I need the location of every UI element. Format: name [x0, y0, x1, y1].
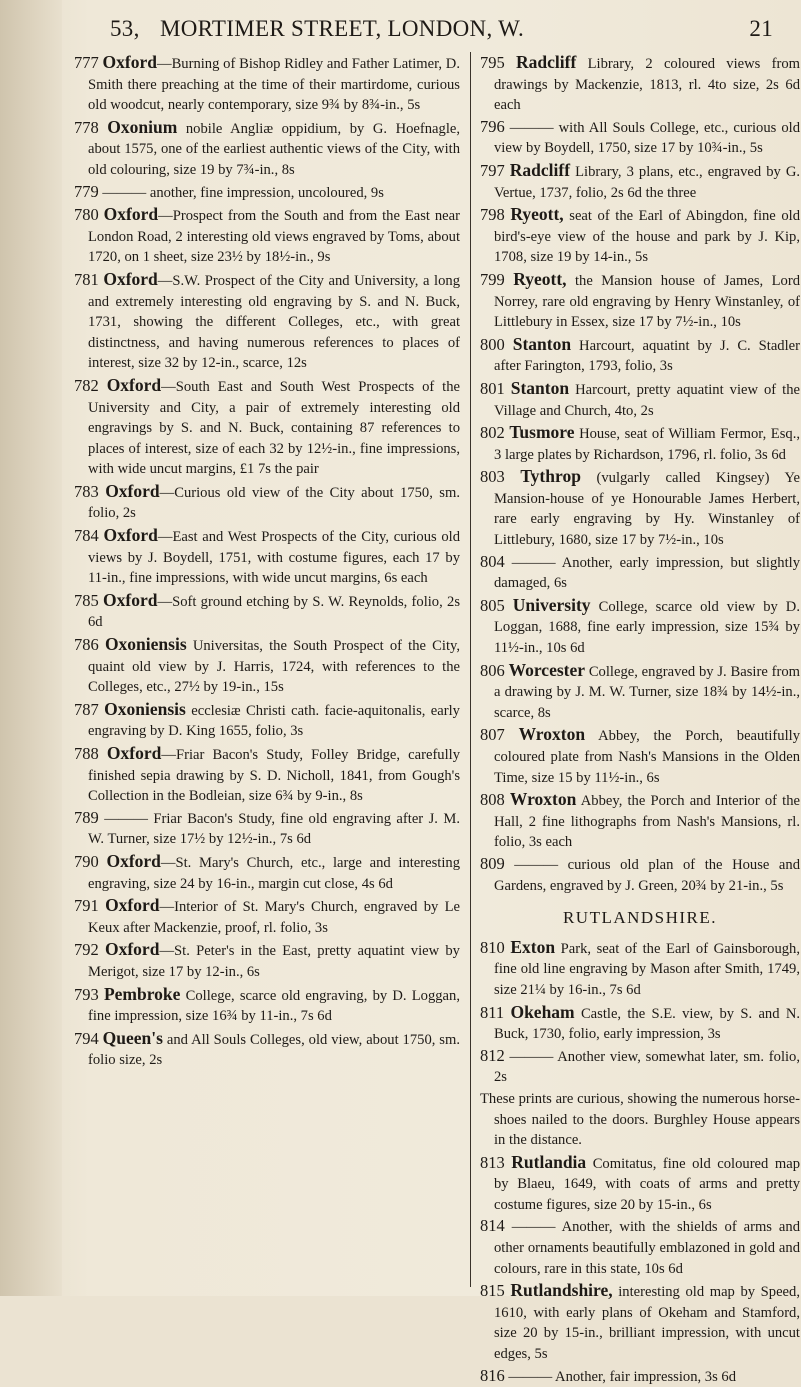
- catalogue-entry: [480, 378, 800, 421]
- entry-number: 788: [74, 744, 99, 763]
- entry-description: College, scarce old engraving, by D. Loggan, fine impression, size 16¾ by 11-in., 7s 6d: [88, 987, 460, 1025]
- catalogue-entry: [480, 724, 800, 788]
- entry-number: 810: [480, 937, 505, 957]
- entry-number: 781: [74, 269, 99, 289]
- page-header: [110, 14, 781, 46]
- entry-heading: Oxford: [106, 374, 162, 395]
- page-title: MORTIMER STREET, LONDON, W.: [160, 16, 525, 41]
- entry-description: ——— curious old plan of the House and Gardens, engraved by J. Green, 20¾ by 21-in., 5s: [494, 856, 800, 894]
- entry-number: 812: [480, 1045, 505, 1065]
- entry-number: 800: [480, 334, 505, 354]
- entry-number: 791: [74, 896, 99, 916]
- entry-number: 782: [74, 375, 99, 395]
- entry-number: 797: [480, 160, 505, 180]
- entry-number: 806: [480, 660, 505, 680]
- entry-description: Comitatus, fine old coloured map by Blaeu, 1649, with coats of arms and pretty costume figures, size 20 by 15-in., 6s: [494, 1155, 800, 1213]
- entry-heading: Wroxton: [509, 789, 577, 810]
- catalogue-entry: [480, 466, 800, 550]
- entry-description: ——— Another, with the shields of arms and other ornaments beautifully emblazoned in gold and colours, rare in this state, 10s 6d: [494, 1219, 800, 1277]
- rutlandshire-entries: [480, 937, 800, 1387]
- entry-description: seat of the Earl of Abingdon, fine old bird's-eye view of the house and park by J. Kip, 1708, size 19 by 14-in., 5s: [494, 208, 801, 266]
- entry-heading: Wroxton: [518, 724, 586, 745]
- entry-heading: Oxford: [103, 268, 158, 289]
- entry-number: 804: [480, 551, 505, 571]
- entry-heading: Oxford: [103, 204, 159, 225]
- catalogue-entry: [480, 117, 800, 159]
- entry-heading: Oxoniensis: [104, 698, 186, 719]
- entry-number: 801: [480, 378, 505, 398]
- entry-number: 785: [74, 590, 99, 610]
- catalogue-entry: [74, 743, 460, 807]
- catalogue-entry: [74, 590, 460, 633]
- catalogue-entry: [74, 525, 460, 589]
- entry-description: ——— with All Souls College, etc., curious old view by Boydell, 1750, size 17 by 10¾-in., 5s: [494, 119, 800, 157]
- entry-description: These prints are curious, showing the numerous horse-shoes nailed to the doors. Burghley House appears in the distance.: [480, 1090, 800, 1149]
- folio-number: 21: [749, 16, 773, 41]
- entry-heading: Stanton: [512, 333, 572, 354]
- entry-description: —St. Peter's in the East, pretty aquatint view by Merigot, size 17 by 12-in., 6s: [88, 943, 460, 980]
- catalogue-entry: [480, 160, 800, 203]
- catalogue-entry: [74, 1028, 460, 1071]
- catalogue-entry: [480, 1089, 800, 1151]
- entry-description: —Prospect from the South and from the East near London Road, 2 interesting old views engraved by Toms, about 1720, on 1 sheet, size 23½ by 18½-in., 9s: [88, 208, 460, 266]
- entry-number: 790: [74, 851, 99, 871]
- catalogue-entry: [74, 939, 460, 982]
- entry-description: ——— Another, fair impression, 3s 6d: [508, 1368, 737, 1385]
- catalogue-entry: [480, 552, 800, 594]
- entry-number: 779: [74, 181, 99, 201]
- catalogue-entry: [74, 117, 460, 181]
- entry-description: —Soft ground etching by S. W. Reynolds, folio, 2s 6d: [88, 593, 460, 631]
- entry-heading: Oxford: [104, 939, 160, 960]
- entry-description: Park, seat of the Earl of Gainsborough, fine old line engraving by Mason after Smith, 1749, size 21¼ by 16-in., 7s 6d: [494, 940, 800, 998]
- entry-description: —Interior of St. Mary's Church, engraved by Le Keux after Mackenzie, proof, rl. folio, 3s: [88, 899, 460, 936]
- entry-number: 816: [480, 1365, 505, 1385]
- catalogue-entry: [480, 204, 800, 268]
- entry-heading: Queen's: [102, 1027, 163, 1048]
- entry-number: 802: [480, 423, 505, 443]
- entry-heading: Oxonium: [107, 116, 178, 137]
- entry-description: House, seat of William Fermor, Esq., 3 large plates by Richardson, 1796, rl. folio, 3s 6d: [494, 426, 800, 463]
- entry-number: 811: [480, 1002, 505, 1022]
- section-title: RUTLANDSHIRE.: [562, 908, 718, 928]
- entry-description: College, scarce old view by D. Loggan, 1688, fine early impression, size 15¾ by 11½-in., 10s 6d: [494, 598, 800, 657]
- catalogue-entry: [74, 269, 460, 374]
- left-column: [74, 52, 460, 1287]
- entry-description: Abbey, the Porch and Interior of the Hall, 2 fine lithographs from Nash's Mansions, rl. folio, 3s each: [494, 793, 800, 851]
- entry-description: interesting old map by Speed, 1610, with early plans of Okeham and Stamford, size 20 by 15-in., brilliant impression, with uncut edges, 5s: [494, 1284, 800, 1363]
- entry-number: 787: [74, 699, 99, 719]
- entry-number: 814: [480, 1216, 505, 1236]
- catalogue-entry: [480, 789, 800, 853]
- catalogue-entry: [480, 595, 800, 659]
- entry-heading: Oxford: [105, 480, 160, 501]
- entry-heading: Worcester: [508, 659, 586, 680]
- entry-heading: Radcliff: [516, 52, 577, 72]
- catalogue-entry: [74, 984, 460, 1027]
- entry-number: 809: [480, 853, 505, 873]
- entry-heading: Tusmore: [509, 422, 575, 443]
- oxfordshire-entries-continued: [480, 52, 800, 896]
- entry-heading: Rutlandia: [511, 1151, 587, 1172]
- entry-description: ——— Another, early impression, but slightly damaged, 6s: [494, 554, 800, 592]
- entry-number: 777: [74, 53, 99, 72]
- entry-description: Harcourt, aquatint by J. C. Stadler after Farington, 1793, folio, 3s: [494, 337, 801, 375]
- entry-description: ecclesiæ Christi cath. facie-aquitonalis, early engraving by D. King 1655, folio, 3s: [88, 702, 460, 740]
- entry-heading: Oxford: [103, 525, 158, 546]
- entry-number: 793: [74, 984, 99, 1004]
- entry-description: Library, 3 plans, etc., engraved by G. Vertue, 1737, folio, 2s 6d the three: [494, 163, 801, 201]
- entry-heading: Ryeott,: [513, 268, 567, 289]
- entry-number: 784: [74, 526, 99, 546]
- catalogue-entry: [74, 52, 460, 116]
- entry-description: the Mansion house of James, Lord Norrey, rare old engraving by Henry Winstanley, of Littlebury in Essex, size 17 by 7½-in., 10s: [494, 272, 800, 331]
- entry-heading: Radcliff: [509, 159, 571, 180]
- entry-description: —Burning of Bishop Ridley and Father Latimer, D. Smith there preaching at the time of their martirdome, curious old woodcut, nearly contemporary, size 9¾ by 8¾-in., 5s: [88, 56, 460, 114]
- catalogue-entry: [480, 1366, 800, 1387]
- catalogue-entry: [480, 660, 800, 724]
- catalogue-entry: [480, 422, 800, 465]
- catalogue-entry: [74, 204, 460, 268]
- entry-description: Castle, the S.E. view, by S. and N. Buck, 1730, folio, early impression, 3s: [494, 1005, 801, 1043]
- entry-heading: Pembroke: [103, 983, 181, 1004]
- entry-heading: Stanton: [510, 377, 570, 398]
- entry-heading: Exton: [510, 936, 556, 957]
- entry-number: 786: [74, 635, 99, 655]
- entry-description: —East and West Prospects of the City, curious old views by J. Boydell, 1751, with costume figures, each 17 by 11-in., fine impressions, with wide uncut margins, 6s each: [88, 529, 461, 587]
- catalogue-entry: [480, 1002, 800, 1045]
- entry-number: 815: [480, 1281, 505, 1301]
- catalogue-entry: [480, 1046, 800, 1088]
- entry-number: 783: [74, 481, 99, 501]
- entry-heading: Oxford: [102, 52, 157, 72]
- catalogue-entry: [480, 334, 800, 377]
- entry-number: 805: [480, 595, 505, 615]
- catalogue-entry: [74, 481, 460, 524]
- entry-description: Harcourt, pretty aquatint view of the Village and Church, 4to, 2s: [494, 381, 800, 419]
- binding-gutter: [0, 0, 62, 1296]
- entry-description: College, engraved by J. Basire from a drawing by J. M. W. Turner, size 18¾ by 14½-in., scarce, 8s: [494, 663, 800, 721]
- entry-heading: Oxford: [106, 743, 162, 763]
- entry-heading: Oxford: [106, 850, 161, 871]
- catalogue-entry: [74, 808, 460, 850]
- catalogue-entry: [480, 1216, 800, 1279]
- entry-number: 798: [480, 205, 505, 225]
- page-number: 53,: [110, 16, 140, 41]
- entry-number: 813: [480, 1152, 505, 1172]
- entry-description: —South East and South West Prospects of the University and City, a pair of extremely interesting old engravings by S. and N. Buck, containing 87 references to places of interest, size of each 32 by 12½-in., fine impressions, with wide uncut margins, £1 7s the pair: [88, 378, 460, 478]
- catalogue-entry: [74, 851, 460, 894]
- catalogue-entry: [480, 1280, 800, 1364]
- catalogue-entry: [74, 895, 460, 938]
- entry-description: Abbey, the Porch, beautifully coloured plate from Nash's Mansions in the Olden Time, size 15 by 11½-in., 6s: [494, 728, 800, 786]
- entry-number: 803: [480, 467, 505, 487]
- entry-description: Universitas, the South Prospect of the City, quaint old view by J. Harris, 1724, with references to the Colleges, etc., 27½ by 19-in., 15s: [88, 638, 460, 696]
- catalogue-entry: [480, 269, 800, 333]
- entry-number: 794: [74, 1028, 99, 1048]
- entry-heading: Oxoniensis: [104, 634, 187, 655]
- entry-description: —Friar Bacon's Study, Folley Bridge, carefully finished sepia drawing by S. D. Nicholl, 1841, from Gough's Collection in the Bodleian, size 6¾ by 9-in., 8s: [88, 747, 461, 805]
- entry-heading: Ryeott,: [510, 204, 564, 225]
- right-column: [470, 52, 801, 1385]
- entry-number: 795: [480, 53, 505, 72]
- entry-description: (vulgarly called Kingsey) Ye Mansion-house of ye Honourable James Herbert, rare early engraving by Hy. Winstanley of Littlebury, 1680, size 17 by 7½-in., 10s: [494, 470, 801, 549]
- entry-description: ——— Another view, somewhat later, sm. folio, 2s: [494, 1048, 800, 1086]
- entry-heading: Oxford: [103, 589, 158, 610]
- entry-number: 778: [74, 117, 99, 137]
- catalogue-entry: [74, 699, 460, 742]
- entry-number: 789: [74, 807, 99, 827]
- entry-heading: Okeham: [510, 1001, 575, 1022]
- catalogue-entry: [74, 634, 460, 698]
- entry-heading: University: [512, 594, 591, 615]
- entry-description: ——— another, fine impression, uncoloured, 9s: [102, 184, 384, 201]
- entry-heading: Tythrop: [520, 466, 581, 487]
- entry-heading: Rutlandshire,: [510, 1280, 613, 1301]
- catalogue-entry: [74, 375, 460, 480]
- entry-description: and All Souls Colleges, old view, about 1750, sm. folio size, 2s: [88, 1031, 460, 1069]
- entry-description: —St. Mary's Church, etc., large and interesting engraving, size 24 by 16-in., margin cut close, 4s 6d: [88, 854, 460, 892]
- entry-number: 796: [480, 116, 505, 136]
- entry-number: 807: [480, 725, 505, 745]
- entry-heading: Oxford: [105, 895, 160, 916]
- entry-description: —S.W. Prospect of the City and University, a long and extremely interesting old engraving by S. and N. Buck, 1731, showing the different Colleges, etc., with great distinctness, and having numerous references to places of interest, size 32 by 12-in., scarce, 12s: [88, 272, 460, 372]
- entry-number: 792: [74, 940, 99, 960]
- catalogue-entry: [480, 1152, 800, 1216]
- entry-description: —Curious old view of the City about 1750, sm. folio, 2s: [88, 484, 460, 522]
- entry-number: 780: [74, 205, 99, 225]
- entry-description: nobile Angliæ oppidium, by G. Hoefnagle, about 1575, one of the earliest authentic views of the City, with old colouring, size 19 by 7¾-in., 8s: [88, 120, 460, 178]
- entry-number: 799: [480, 269, 505, 289]
- catalogue-entry: [74, 182, 460, 204]
- catalogue-entry: [480, 52, 800, 116]
- catalogue-entry: [480, 937, 800, 1001]
- entry-description: Library, 2 coloured views from drawings by Mackenzie, 1813, rl. 4to size, 2s 6d each: [494, 56, 800, 114]
- entry-number: 808: [480, 790, 505, 810]
- entry-description: ——— Friar Bacon's Study, fine old engraving after J. M. W. Turner, size 17½ by 12½-in., 7s 6d: [88, 810, 460, 848]
- catalogue-entry: [480, 854, 800, 896]
